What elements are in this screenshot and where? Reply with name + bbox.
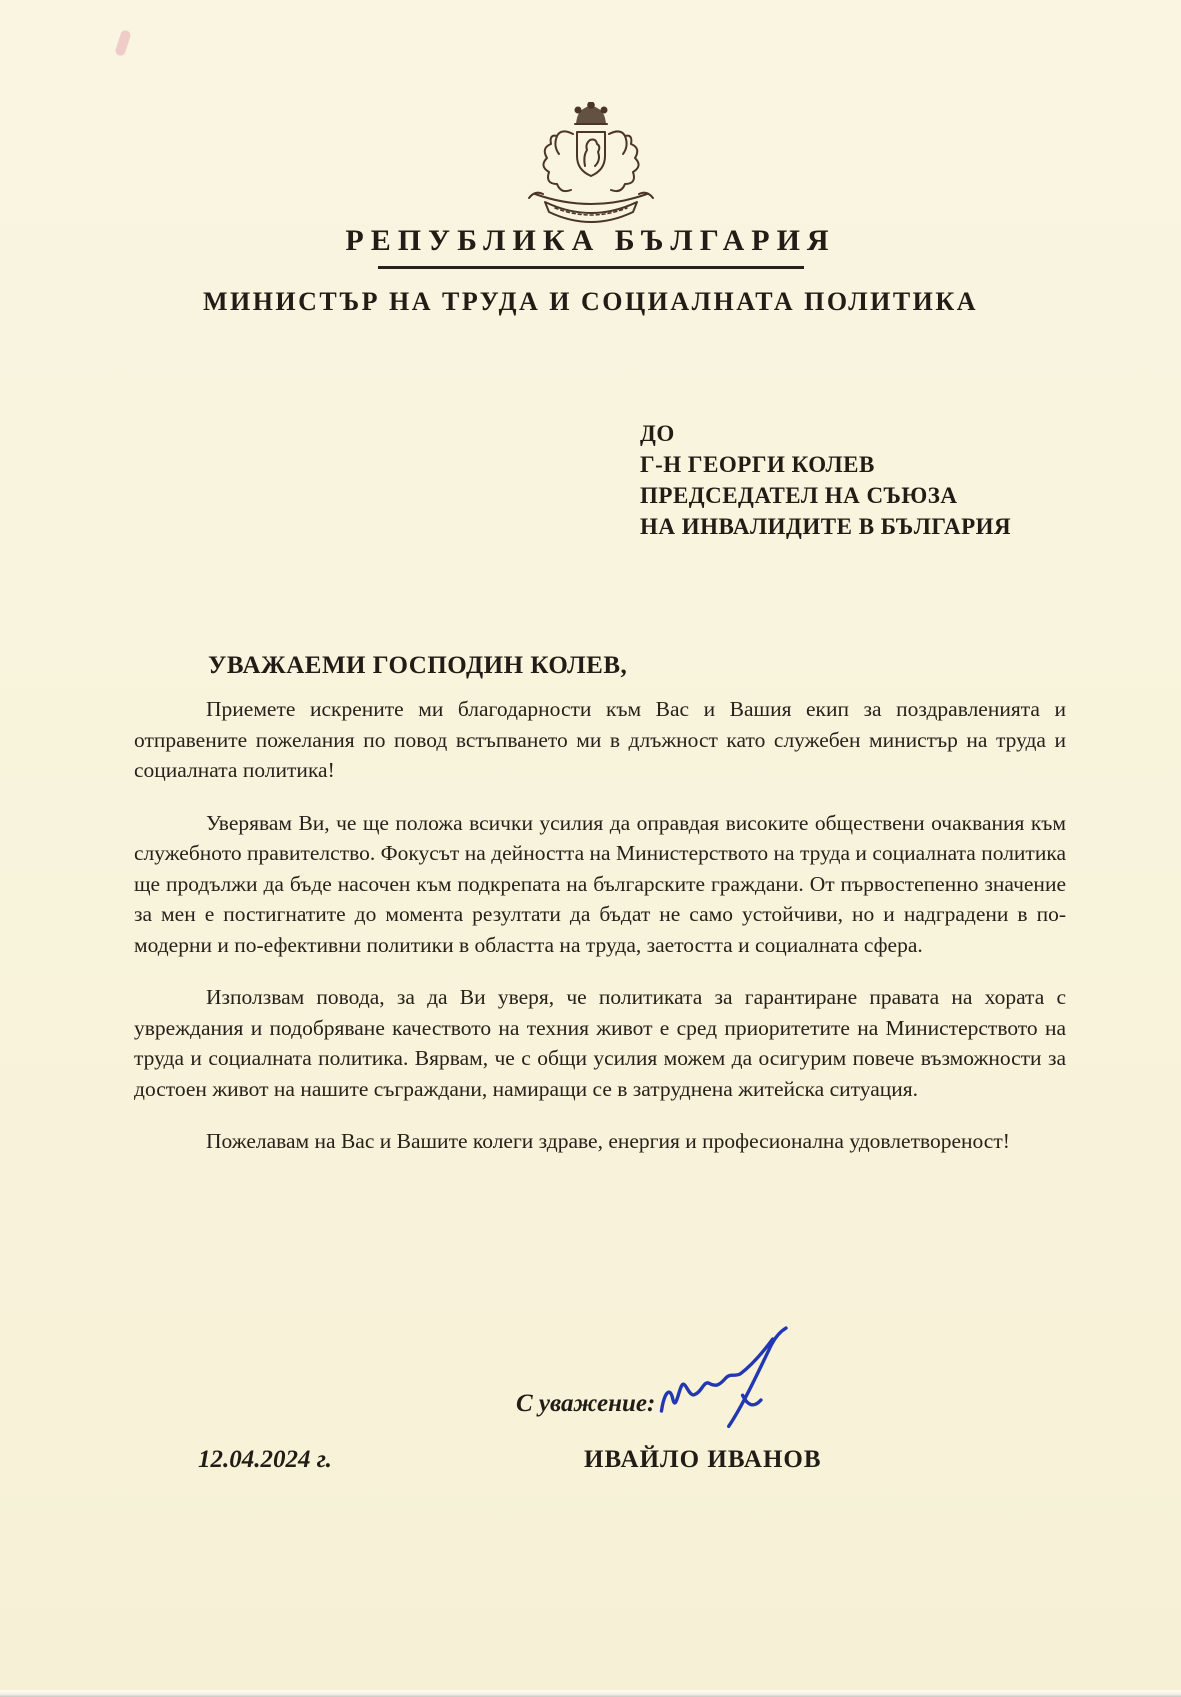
title-underline-rule	[378, 266, 804, 269]
ministry-title: МИНИСТЪР НА ТРУДА И СОЦИАЛНАТА ПОЛИТИКА	[202, 287, 979, 316]
republic-title: РЕПУБЛИКА БЪЛГАРИЯ	[345, 224, 836, 257]
letter-body	[134, 694, 1066, 1179]
paragraph-4: Пожелавам на Вас и Вашите колеги здраве, енергия и професионална удовлетвореност!	[206, 1129, 1010, 1153]
date: 12.04.2024 г.	[198, 1446, 332, 1473]
handwritten-signature-icon	[648, 1325, 816, 1451]
paragraph-1: Приемете искрените ми благодарности към Вас и Вашия екип за поздравленията и отправените пожелания по повод встъпването ми в длъжност като служебен министър на труда и социалната политика!	[134, 697, 1066, 782]
paragraph-2: Уверявам Ви, че ще положа всички усилия да оправдая високите обществени очаквания към служебното правителство. Фокусът на дейността на Министерството на труда и социалната политика ще продължи да бъде насочен към подкрепата на българските граждани. От първостепенно значение за мен е постигнатите до момента резултати да бъдат не само устойчиви, но и надградени в по-модерни и по-ефективни политики в областта на труда, заетостта и социалната сфера.	[134, 810, 1066, 957]
paragraph-3: Използвам повода, за да Ви уверя, че политиката за гарантиране правата на хората с увреждания и подобряване качеството на техния живот е сред приоритетите на Министерството на труда и социалната политика. Вярвам, че с общи усилия можем да осигурим повече възможности за достоен живот на нашите съграждани, намиращи се в затруднена житейска ситуация.	[134, 985, 1066, 1101]
recipient-line-title-2: НА ИНВАЛИДИТЕ В БЪЛГАРИЯ	[640, 514, 1012, 539]
recipient-address-block	[640, 418, 1011, 542]
signer-name: ИВАЙЛО ИВАНОВ	[584, 1446, 822, 1473]
scan-artifact-mark	[114, 29, 132, 57]
recipient-line-name: Г-Н ГЕОРГИ КОЛЕВ	[640, 452, 875, 477]
bulgaria-coat-of-arms-icon	[515, 102, 667, 233]
salutation: УВАЖАЕМИ ГОСПОДИН КОЛЕВ,	[208, 652, 628, 679]
scan-bottom-edge	[0, 1690, 1181, 1697]
valediction: С уважение:	[516, 1390, 656, 1417]
recipient-line-to: ДО	[640, 421, 675, 446]
recipient-line-title-1: ПРЕДСЕДАТЕЛ НА СЪЮЗА	[640, 483, 958, 508]
